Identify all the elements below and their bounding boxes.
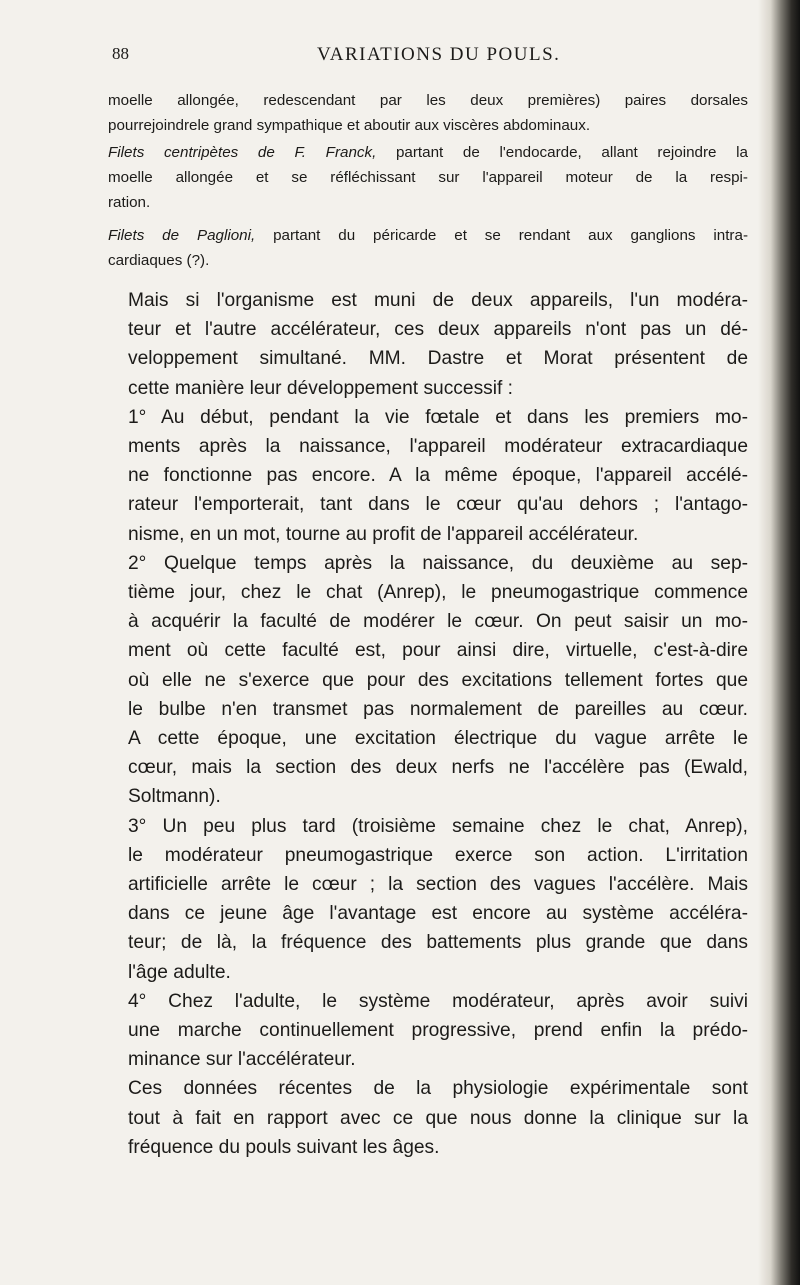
text-line: cette manière leur développement successif : bbox=[128, 377, 514, 399]
text-line: une marche continuellement progressive, prend enfin la prédo- bbox=[128, 1020, 748, 1042]
running-title: VARIATIONS DU POULS. bbox=[317, 44, 561, 65]
note-lead: Filets de Paglioni, bbox=[108, 227, 256, 244]
note-line: ration. bbox=[108, 194, 151, 211]
main-text bbox=[108, 286, 748, 1162]
text-line: à acquérir la faculté de modérer le cœur. On peut saisir un mo- bbox=[128, 611, 748, 633]
text-line: dans ce jeune âge l'avantage est encore au système accéléra- bbox=[128, 903, 748, 925]
text-line: Mais si l'organisme est muni de deux appareils, l'un modéra- bbox=[128, 290, 748, 311]
text-line: ne fonctionne pas encore. A la même époque, l'appareil accélé- bbox=[128, 465, 748, 487]
page-number: 88 bbox=[112, 44, 129, 63]
text-line: où elle ne s'exerce que pour des excitations tellement fortes que bbox=[128, 669, 748, 691]
paragraph-stage-4 bbox=[108, 987, 748, 1075]
paragraph-intro bbox=[108, 286, 748, 403]
text-line: A cette époque, une excitation électrique du vague arrête le bbox=[128, 728, 748, 750]
note-line: partant de l'endocarde, allant rejoindre la bbox=[376, 144, 748, 161]
note-franck-fibres bbox=[108, 140, 748, 215]
text-line: teur; de là, la fréquence des battements plus grande que dans bbox=[128, 932, 748, 954]
paragraph-conclusion bbox=[108, 1074, 748, 1162]
text-line: artificielle arrête le cœur ; la section des vagues l'accélère. Mais bbox=[128, 874, 748, 896]
text-line: minance sur l'accélérateur. bbox=[128, 1049, 356, 1071]
text-line: Ces données récentes de la physiologie expérimentale sont bbox=[128, 1078, 748, 1100]
note-line: partant du péricarde et se rendant aux ganglions intra- bbox=[255, 227, 748, 244]
text-line: l'âge adulte. bbox=[128, 961, 231, 983]
text-line: veloppement simultané. MM. Dastre et Morat présentent de bbox=[128, 348, 748, 370]
note-line: moelle allongée, redescendant par les deux premières) paires dorsales bbox=[108, 92, 748, 109]
text-line: 3° Un peu plus tard (troisième semaine chez le chat, Anrep), bbox=[128, 815, 748, 837]
note-paglioni-fibres bbox=[108, 223, 748, 273]
text-line: tième jour, chez le chat (Anrep), le pneumogastrique commence bbox=[128, 582, 748, 604]
page-header bbox=[112, 44, 752, 72]
note-line: pourrejoindrele grand sympathique et aboutir aux viscères abdominaux. bbox=[108, 117, 591, 134]
paragraph-stage-1 bbox=[108, 403, 748, 549]
paragraph-stage-2 bbox=[108, 549, 748, 812]
paragraph-stage-3 bbox=[108, 812, 748, 987]
text-line: Soltmann). bbox=[128, 786, 221, 808]
text-line: rateur l'emporterait, tant dans le cœur qu'au dehors ; l'antago- bbox=[128, 494, 748, 516]
text-line: teur et l'autre accélérateur, ces deux appareils n'ont pas un dé- bbox=[128, 319, 748, 341]
text-line: 1° Au début, pendant la vie fœtale et dans les premiers mo- bbox=[128, 406, 748, 428]
text-line: cœur, mais la section des deux nerfs ne l'accélère pas (Ewald, bbox=[128, 757, 748, 779]
note-lead: Filets centripètes de F. Franck, bbox=[108, 144, 377, 161]
text-line: nisme, en un mot, tourne au profit de l'appareil accélérateur. bbox=[128, 523, 639, 545]
note-line: moelle allongée et se réfléchissant sur l'appareil moteur de la respi- bbox=[108, 169, 748, 186]
text-line: ment où cette faculté est, pour ainsi dire, virtuelle, c'est-à-dire bbox=[128, 640, 748, 662]
text-line: 2° Quelque temps après la naissance, du deuxième au sep- bbox=[128, 552, 748, 574]
text-line: le bulbe n'en transmet pas normalement de pareilles au cœur. bbox=[128, 698, 748, 720]
text-line: ments après la naissance, l'appareil modérateur extracardiaque bbox=[128, 436, 748, 458]
note-efferent-fibres bbox=[108, 88, 748, 138]
note-line: cardiaques (?). bbox=[108, 252, 210, 269]
text-line: 4° Chez l'adulte, le système modérateur, après avoir suivi bbox=[128, 990, 748, 1012]
text-line: tout à fait en rapport avec ce que nous donne la clinique sur la bbox=[128, 1107, 748, 1129]
text-line: le modérateur pneumogastrique exerce son action. L'irritation bbox=[128, 844, 748, 866]
page-edge-shadow bbox=[758, 0, 800, 1285]
footnote-block bbox=[108, 88, 748, 273]
text-line: fréquence du pouls suivant les âges. bbox=[128, 1136, 440, 1158]
